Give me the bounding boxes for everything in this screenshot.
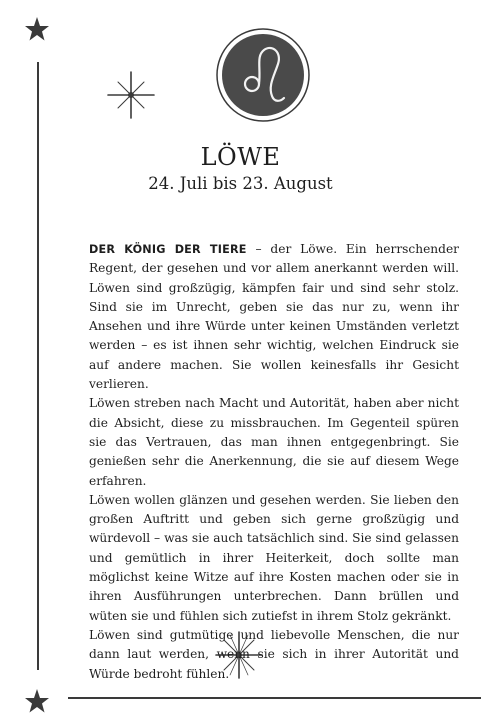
paragraph: Löwen sind gutmütige und liebevolle Menschen, die nur dann laut werden, wenn sie sich in ihrer Autorität und Würde bedroht fühlen. <box>89 627 459 681</box>
body-text <box>89 240 459 684</box>
horizontal-rule <box>68 697 481 699</box>
paragraph: Löwen streben nach Macht und Autorität, haben aber nicht die Absicht, diese zu missbrauchen. Im Gegenteil spüren sie das Vertrauen, das man ihnen entgegenbringt. Sie genießen sehr die Anerkennung, die sie auf diesem Wege erfahren. <box>89 396 459 488</box>
sign-title: LÖWE <box>200 143 281 171</box>
sparkle-icon <box>106 70 156 120</box>
paragraph-text: – der Löwe. Ein herrschender Regent, der gesehen und vor allem anerkannt werden will. Löwen sind großzügig, kämpfen fair und sind sehr stolz. Sind sie im Unrecht, geben sie das nur zu, wenn ihr Ansehen und ihre Würde unter keinen Umständen verletzt werden – es ist ihnen sehr wichtig, welchen Eindruck sie auf andere machen. Sie wollen keinesfalls ihr Gesicht verlieren. <box>89 242 459 392</box>
paragraph: Löwen wollen glänzen und gesehen werden. Sie lieben den großen Auftritt und geben sich gerne großzügig und würdevoll – was sie auch tatsächlich sind. Sie sind gelassen und gemütlich in ihrer Heiterkeit, doch sollte man möglichst keine Witze auf ihre Kosten machen oder sie in ihren Ausführungen unterbrechen. Dann brüllen und wüten sie und fühlen sich zutiefst in ihrem Stolz gekränkt. <box>89 492 459 623</box>
star-icon <box>24 16 50 42</box>
paragraph-lead: DER KÖNIG DER TIERE <box>89 243 247 256</box>
sign-date-range: 24. Juli bis 23. August <box>148 174 333 193</box>
leo-zodiac-emblem-icon <box>216 28 310 122</box>
paragraph <box>89 240 459 394</box>
star-icon <box>24 688 50 714</box>
